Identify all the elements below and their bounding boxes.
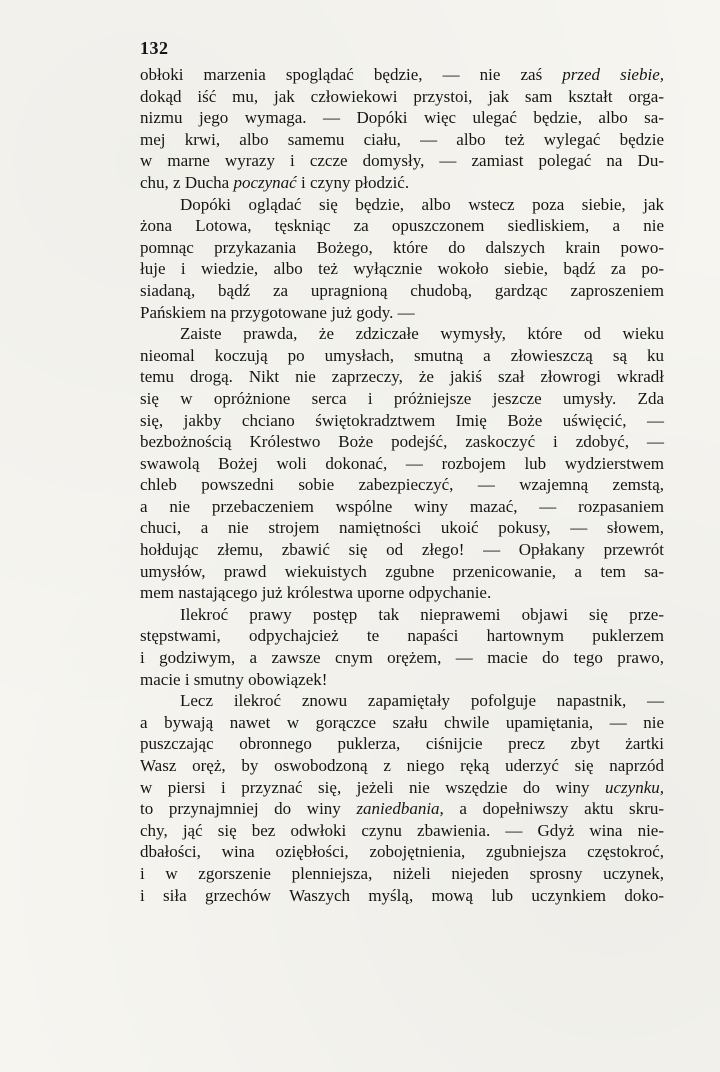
- text-segment: i siła grzechów Waszych myślą, mową lub uczynkiem doko-: [140, 885, 664, 905]
- text-line: [140, 885, 664, 907]
- text-segment: chuci, a nie strojem namiętności ukoić pokusy, — słowem,: [140, 518, 664, 538]
- text-line: [140, 323, 664, 345]
- text-line: [140, 733, 664, 755]
- text-line: [140, 388, 664, 410]
- text-segment: się w opróżnione serca i próżniejsze jeszcze umysły. Zda: [140, 388, 664, 408]
- text-segment: puszczając obronnego puklerza, ciśnijcie precz zbyt żartki: [140, 734, 664, 754]
- text-segment: obłoki marzenia spoglądać będzie, — nie zaś: [140, 65, 563, 84]
- text-segment: łuje i wiedzie, albo też wyłącznie wokoło siebie, bądź za po-: [140, 259, 664, 279]
- italic-text: uczynku,: [604, 777, 664, 797]
- text-segment: stępstwami, odpychajcież te napaści hartownym puklerzem: [140, 626, 664, 646]
- text-line: [140, 107, 664, 129]
- body-text: [140, 64, 664, 906]
- text-line: [140, 410, 664, 432]
- text-line: [140, 669, 664, 691]
- text-segment: chu, z Ducha: [140, 172, 234, 192]
- text-segment: nieomal koczują po umysłach, smutną a złowieszczą są ku: [140, 345, 664, 365]
- text-segment: i czyny płodzić.: [296, 172, 410, 192]
- text-segment: i godziwym, a zawsze cnym orężem, — macie do tego prawo,: [140, 648, 664, 668]
- text-segment: temu drogą. Nikt nie zaprzeczy, że jakiś szał złowrogi wkradł: [140, 367, 664, 387]
- text-line: [140, 625, 664, 647]
- text-line: [140, 604, 664, 626]
- text-segment: pomnąc przykazania Bożego, które do dalszych krain powo-: [140, 237, 664, 257]
- italic-text: zaniedbania,: [356, 799, 444, 819]
- text-line: [140, 302, 664, 324]
- text-line: [140, 64, 664, 86]
- text-line: [140, 150, 664, 172]
- text-segment: Lecz ilekroć znowu zapamiętały pofolguje napastnik, —: [180, 691, 664, 711]
- text-segment: Ilekroć prawy postęp tak nieprawemi objawi się prze-: [180, 604, 664, 624]
- text-segment: dokąd iść mu, jak człowiekowi przystoi, jak sam kształt orga-: [140, 86, 664, 106]
- text-line: [140, 258, 664, 280]
- text-line: [140, 215, 664, 237]
- text-line: [140, 86, 664, 108]
- text-line: [140, 712, 664, 734]
- text-line: [140, 496, 664, 518]
- text-segment: Wasz oręż, by oswobodzoną z niego ręką uderzyć się naprzód: [140, 756, 664, 775]
- text-segment: umysłów, prawd wiekuistych zgubne przenicowanie, a tem sa-: [140, 561, 664, 581]
- text-segment: a nie przebaczeniem wspólne winy mazać, — rozpasaniem: [140, 496, 664, 516]
- text-line: [140, 237, 664, 259]
- text-line: [140, 539, 664, 561]
- text-segment: a bywają nawet w gorączce szału chwile upamiętania, — nie: [140, 712, 664, 732]
- italic-text: przed siebie,: [562, 65, 664, 84]
- text-line: [140, 474, 664, 496]
- text-segment: Pańskiem na przygotowane już gody. —: [140, 302, 415, 322]
- text-line: [140, 561, 664, 583]
- text-segment: bezbożnością Królestwo Boże podejść, zaskoczyć i zdobyć, —: [140, 432, 664, 452]
- text-segment: nizmu jego wymaga. — Dopóki więc ulegać będzie, albo sa-: [140, 108, 664, 128]
- text-line: [140, 129, 664, 151]
- text-segment: swawolą Bożej woli dokonać, — rozbojem lub wydzierstwem: [140, 453, 664, 473]
- page-number: 132: [140, 38, 169, 58]
- text-line: [140, 755, 664, 777]
- text-line: [140, 798, 664, 820]
- text-line: [140, 841, 664, 863]
- text-segment: dbałości, wina oziębłości, zobojętnienia, zgubniejsza częstokroć,: [140, 842, 664, 862]
- text-segment: hołdując złemu, zbawić się od złego! — Opłakany przewrót: [140, 540, 664, 560]
- text-line: [140, 366, 664, 388]
- text-line: [140, 194, 664, 216]
- text-line: [140, 517, 664, 539]
- text-segment: żona Lotowa, tęskniąc za opuszczonem siedliskiem, a nie: [140, 216, 664, 236]
- text-segment: mej krwi, albo samemu ciału, — albo też wylegać będzie: [140, 129, 664, 149]
- text-segment: się, jakby chciano świętokradztwem Imię Boże uświęcić, —: [140, 410, 664, 430]
- text-segment: w marne wyrazy i czcze domysły, — zamiast polegać na Du-: [140, 151, 664, 171]
- text-segment: Dopóki oglądać się będzie, albo wstecz poza siebie, jak: [180, 194, 664, 214]
- text-segment: i w zgorszenie plenniejsza, niżeli niejeden sprosny uczynek,: [140, 863, 664, 883]
- text-line: [140, 647, 664, 669]
- text-line: [140, 172, 664, 194]
- text-segment: mem nastającego już królestwa uporne odpychanie.: [140, 583, 492, 603]
- text-segment: a dopełniwszy aktu skru-: [443, 799, 664, 819]
- text-line: [140, 582, 664, 604]
- text-line: [140, 453, 664, 475]
- text-line: [140, 431, 664, 453]
- text-line: [140, 863, 664, 885]
- text-segment: macie i smutny obowiązek!: [140, 669, 328, 689]
- text-segment: w piersi i przyznać się, jeżeli nie wszędzie do winy: [140, 777, 605, 797]
- text-line: [140, 690, 664, 712]
- text-segment: Zaiste prawda, że zdziczałe wymysły, które od wieku: [180, 324, 664, 344]
- text-line: [140, 820, 664, 842]
- text-segment: chy, jąć się bez odwłoki czynu zbawienia. — Gdyż wina nie-: [140, 820, 664, 840]
- text-segment: siadaną, bądź za upragnioną chudobą, gardząc zaproszeniem: [140, 280, 664, 300]
- text-line: [140, 777, 664, 799]
- text-line: [140, 280, 664, 302]
- text-line: [140, 345, 664, 367]
- text-segment: chleb powszedni sobie zabezpieczyć, — wzajemną zemstą,: [140, 475, 664, 495]
- italic-text: poczynać: [233, 172, 297, 192]
- text-segment: to przynajmniej do winy: [140, 799, 357, 819]
